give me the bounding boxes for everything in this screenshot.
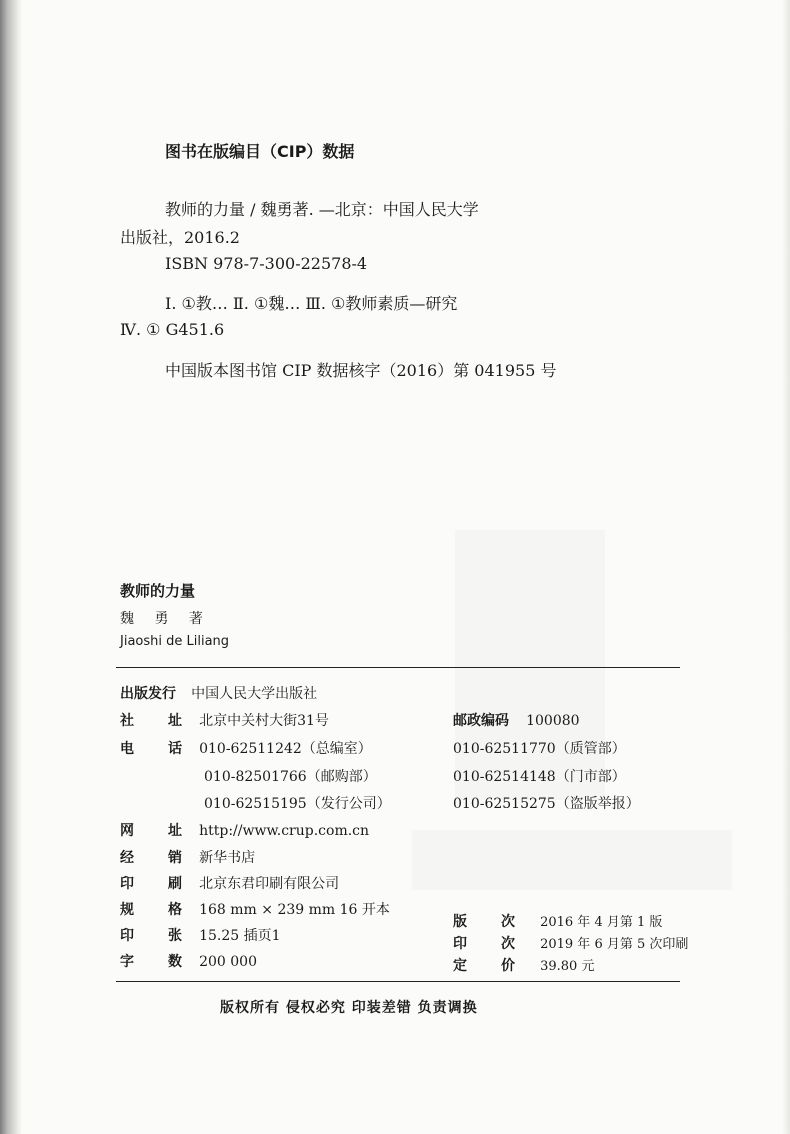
printer-value: 北京东君印刷有限公司 [199,876,340,892]
publisher-label: 出版发行 [120,686,176,702]
address-label: 社 址 [120,713,182,729]
edition-value: 2016 年 4 月第 1 版 [540,915,663,930]
row-sheets [120,925,281,945]
page-edge [782,0,790,1134]
phone-4: 010-62511770（质管部） [453,741,626,757]
words-label: 字 数 [120,954,182,970]
postcode-label: 邮政编码 [453,713,509,729]
distributor-value: 新华书店 [199,850,256,866]
phone-3: 010-62515195（发行公司） [204,796,391,812]
sheets-label: 印 张 [120,928,182,944]
website-label: 网 址 [120,823,182,839]
row-words [120,951,257,971]
sheets-value: 15.25 插页1 [199,928,281,944]
phone-6: 010-62515275（盗版举报） [453,796,640,812]
cip-number: 中国版本图书馆 CIP 数据核字（2016）第 041955 号 [165,361,557,380]
book-pinyin-title: Jiaoshi de Liliang [120,634,230,649]
printer-label: 印 刷 [120,876,182,892]
divider-bottom [116,981,680,982]
row-edition [453,911,662,931]
row-printing [453,933,688,953]
spec-value: 168 mm × 239 mm 16 开本 [199,902,390,918]
divider-top [116,667,680,668]
row-publisher [120,683,317,703]
copyright-notice: 版权所有 侵权必究 印装差错 负责调换 [220,1000,478,1016]
distributor-label: 经 销 [120,850,182,866]
price-value: 39.80 元 [540,959,595,974]
phone-2: 010-82501766（邮购部） [204,769,377,785]
website-value: http://www.crup.com.cn [199,823,370,839]
row-address [120,710,329,730]
phone-label: 电 话 [120,741,182,757]
book-title: 教师的力量 [120,582,196,600]
book-author: 魏 勇 著 [120,611,211,627]
row-postcode [453,710,580,730]
phone-5: 010-62514148（门市部） [453,769,626,785]
row-distributor [120,847,255,867]
cip-bibliographic-line-2: 出版社，2016.2 [120,228,240,247]
bleed-through-text [412,830,732,890]
row-price [453,955,594,975]
price-label: 定 价 [453,958,515,974]
cip-classification-2: Ⅳ. ① G451.6 [120,320,225,339]
cip-bibliographic-line-1: 教师的力量 / 魏勇著. —北京：中国人民大学 [165,200,479,219]
printing-value: 2019 年 6 月第 5 次印刷 [540,937,689,952]
row-printer [120,873,339,893]
postcode-value: 100080 [526,713,580,729]
words-value: 200 000 [199,954,257,970]
address-value: 北京中关村大街31号 [199,713,329,729]
cip-isbn: ISBN 978-7-300-22578-4 [165,254,368,273]
row-website [120,820,369,840]
cip-classification-1: Ⅰ. ①教… Ⅱ. ①魏… Ⅲ. ①教师素质—研究 [165,294,458,313]
cip-title: 图书在版编目（CIP）数据 [165,142,355,161]
phone-1: 010-62511242（总编室） [199,741,372,757]
publisher-value: 中国人民大学出版社 [191,686,318,702]
spec-label: 规 格 [120,902,182,918]
edition-label: 版 次 [453,914,515,930]
row-spec [120,899,390,919]
bleed-through-shadow [455,530,605,800]
printing-label: 印 次 [453,936,515,952]
row-phone [120,738,372,758]
page-binding-shadow [0,0,22,1134]
